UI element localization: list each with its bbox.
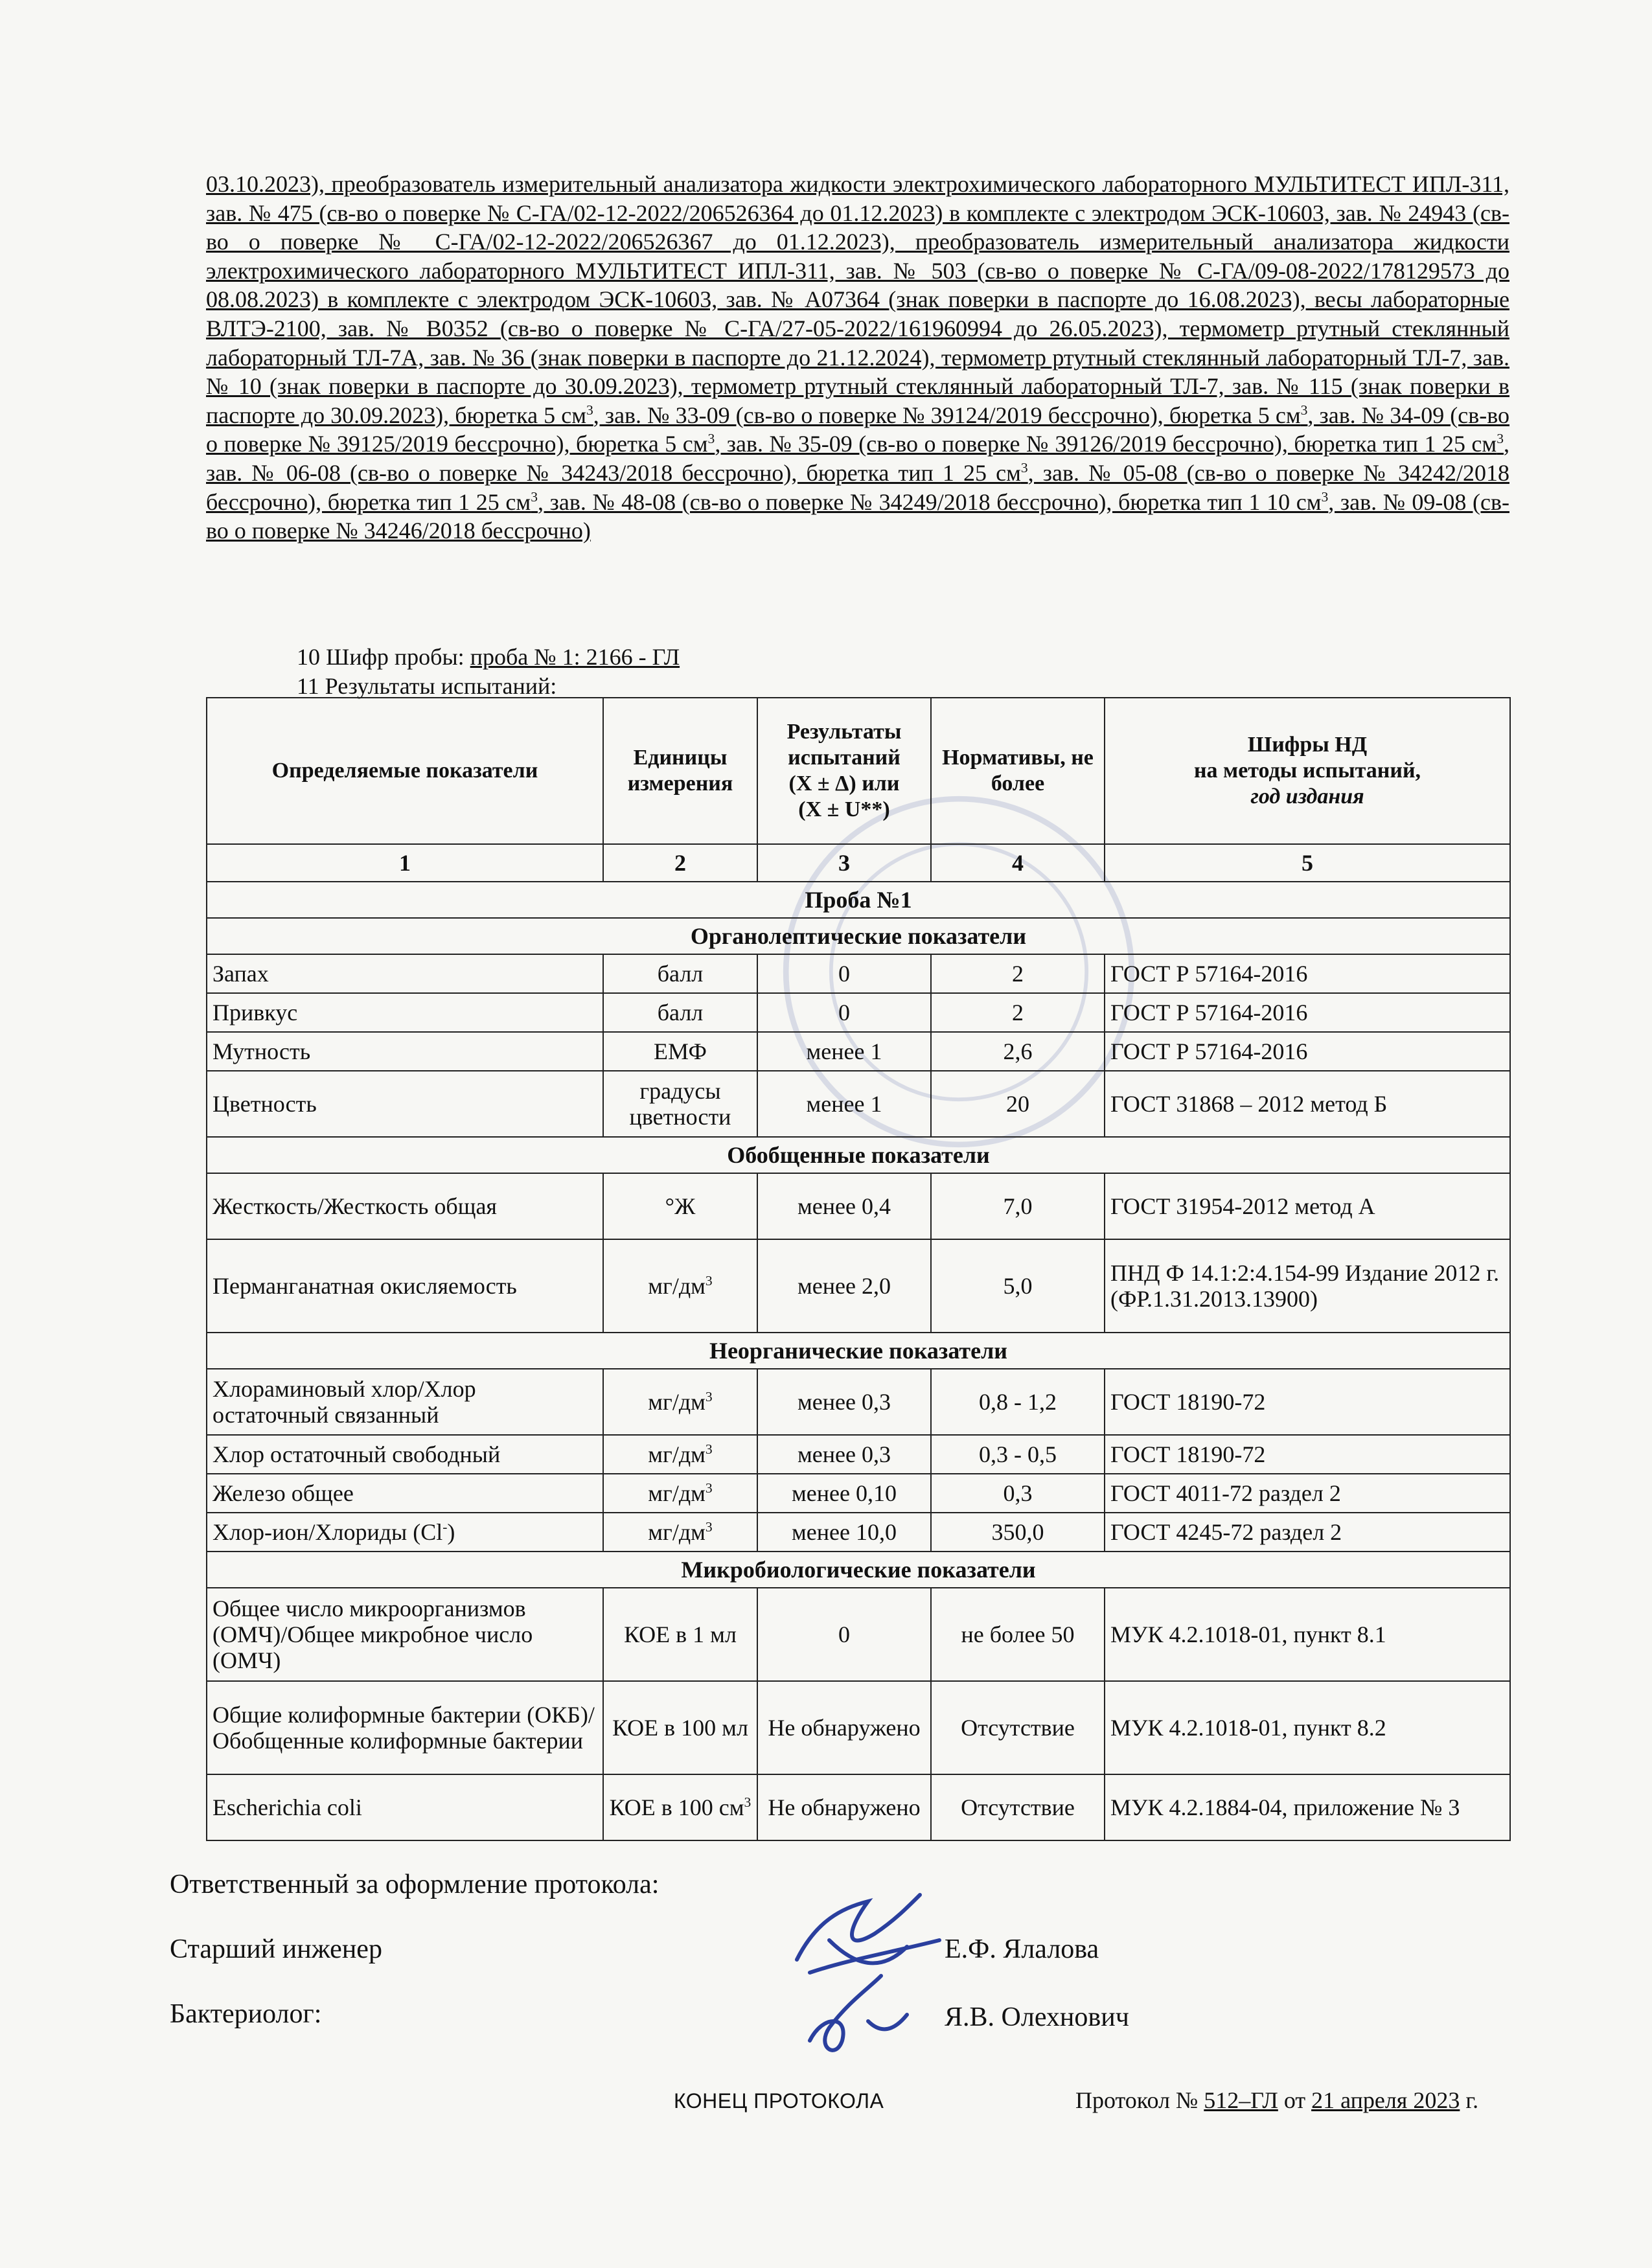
unit-cell: °Ж (603, 1173, 757, 1239)
result-cell: менее 0,3 (757, 1369, 931, 1435)
indicator-cell: Общее число микроорганизмов (ОМЧ)/Общее микробное число (ОМЧ) (207, 1588, 603, 1681)
sample-code-label: 10 Шифр пробы: (297, 644, 470, 670)
table-row (207, 1513, 1510, 1552)
result-cell: Не обнаружено (757, 1774, 931, 1840)
role-bacteriologist: Бактериолог: (170, 1999, 322, 2029)
method-cell: ГОСТ Р 57164-2016 (1105, 993, 1510, 1032)
unit-cell: $мг/дм^3$ (603, 1435, 757, 1474)
results-heading: 11 Результаты испытаний: (297, 673, 557, 699)
protocol-date: 21 апреля 2023 (1311, 2087, 1460, 2113)
header-results-line2: (Х ± Δ) или (788, 772, 900, 796)
method-cell: МУК 4.2.1018-01, пункт 8.2 (1105, 1681, 1510, 1774)
header-methods-line2: на методы испытаний, (1193, 759, 1421, 783)
indicator-cell: Общие колиформные бактерии (ОКБ)/Обобщенные колиформные бактерии (207, 1681, 603, 1774)
method-cell: ГОСТ 4245-72 раздел 2 (1105, 1513, 1510, 1552)
result-cell: менее 10,0 (757, 1513, 931, 1552)
method-cell: ГОСТ 18190-72 (1105, 1369, 1510, 1435)
header-norms: Нормативы, не более (931, 698, 1105, 844)
section-row (207, 1137, 1510, 1173)
protocol-number: 512–ГЛ (1204, 2087, 1278, 2113)
result-cell: менее 2,0 (757, 1239, 931, 1333)
end-of-protocol: КОНЕЦ ПРОТОКОЛА (674, 2089, 884, 2113)
result-cell: менее 1 (757, 1071, 931, 1137)
unit-cell: КОЕ в 100 $см^3$ (603, 1774, 757, 1840)
table-row (207, 954, 1510, 993)
norm-cell: 7,0 (931, 1173, 1105, 1239)
header-units: Единицы измерения (603, 698, 757, 844)
header-methods (1105, 698, 1510, 844)
result-cell: менее 1 (757, 1032, 931, 1071)
unit-cell: $мг/дм^3$ (603, 1369, 757, 1435)
method-cell: ГОСТ 18190-72 (1105, 1435, 1510, 1474)
table-row (207, 1681, 1510, 1774)
method-cell: ГОСТ Р 57164-2016 (1105, 1032, 1510, 1071)
protocol-mid: от (1278, 2087, 1312, 2113)
section-row (207, 1552, 1510, 1588)
table-row (207, 1173, 1510, 1239)
norm-cell: 20 (931, 1071, 1105, 1137)
unit-cell: КОЕ в 100 мл (603, 1681, 757, 1774)
result-cell: менее 0,10 (757, 1474, 931, 1513)
column-numbers-row (207, 844, 1510, 882)
sample-code-line (297, 643, 680, 670)
indicator-cell: Мутность (207, 1032, 603, 1071)
indicator-cell: Escherichia coli (207, 1774, 603, 1840)
norm-cell: 2,6 (931, 1032, 1105, 1071)
header-results (757, 698, 931, 844)
protocol-suffix: г. (1460, 2087, 1479, 2113)
unit-cell: $мг/дм^3$ (603, 1513, 757, 1552)
section-organoleptic: Органолептические показатели (207, 918, 1510, 954)
table-row (207, 1774, 1510, 1840)
norm-cell: 2 (931, 993, 1105, 1032)
protocol-reference (1075, 2087, 1478, 2114)
table-row (207, 1369, 1510, 1435)
method-cell: ГОСТ Р 57164-2016 (1105, 954, 1510, 993)
method-cell: ГОСТ 31954-2012 метод А (1105, 1173, 1510, 1239)
indicator-cell: Цветность (207, 1071, 603, 1137)
method-cell: МУК 4.2.1884-04, приложение № 3 (1105, 1774, 1510, 1840)
signature-bacteriologist-icon (771, 1969, 939, 2073)
norm-cell: не более 50 (931, 1588, 1105, 1681)
result-cell: Не обнаружено (757, 1681, 931, 1774)
result-cell: менее 0,3 (757, 1435, 931, 1474)
equipment-paragraph: 03.10.2023), преобразователь измерительный анализатора жидкости электрохимического лабораторного МУЛЬТИТЕСТ ИПЛ-311, зав. № 475 (св-во о поверке № С-ГА/02-12-2022/206526364 до 01.12.2023) в комплекте с электродом ЭСК-10603, зав. № 24943 (св-во о поверке № С-ГА/02-12-2022/206526367 до 01.12.2023), преобразователь измерительный анализатора жидкости электрохимического лабораторного МУЛЬТИТЕСТ ИПЛ-311, зав. № 503 (св-во о поверке № С-ГА/09-08-2022/178129573 до 08.08.2023) в комплекте с электродом ЭСК-10603, зав. № А07364 (знак поверки в паспорте до 16.08.2023), весы лабораторные ВЛТЭ-2100, зав. № В0352 (св-во о поверке № С-ГА/27-05-2022/161960994 до 26.05.2023), термометр ртутный стеклянный лабораторный ТЛ-7А, зав. № 36 (знак поверки в паспорте до 21.12.2024), термометр ртутный стеклянный лабораторный ТЛ-7, зав. № 10 (знак поверки в паспорте до 30.09.2023), термометр ртутный стеклянный лабораторный ТЛ-7, зав. № 115 (знак поверки в паспорте до 30.09.2023), бюретка 5 $см^3$, зав. № 33-09 (св-во о поверке № 39124/2019 бессрочно), бюретка 5 $см^3$, зав. № 34-09 (св-во о поверке № 39125/2019 бессрочно), бюретка 5 $см^3$, зав. № 35-09 (св-во о поверке № 39126/2019 бессрочно), бюретка тип 1 25 $см^3$, зав. № 06-08 (св-во о поверке № 34243/2018 бессрочно), бюретка тип 1 25 $см^3$, зав. № 05-08 (св-во о поверке № 34242/2018 бессрочно), бюретка тип 1 25 $см^3$, зав. № 48-08 (св-во о поверке № 34249/2018 бессрочно), бюретка тип 1 10 $см^3$, зав. № 09-08 (св-во о поверке № 34246/2018 бессрочно) (206, 171, 1509, 544)
result-cell: 0 (757, 954, 931, 993)
sample-title: Проба №1 (207, 882, 1510, 918)
norm-cell: Отсутствие (931, 1681, 1105, 1774)
name-engineer: Е.Ф. Ялалова (945, 1934, 1099, 1964)
result-cell: менее 0,4 (757, 1173, 931, 1239)
table-row (207, 1032, 1510, 1071)
sample-title-row (207, 882, 1510, 918)
indicator-cell: Хлораминовый хлор/Хлор остаточный связанный (207, 1369, 603, 1435)
method-cell: ГОСТ 4011-72 раздел 2 (1105, 1474, 1510, 1513)
col-number: 1 (207, 844, 603, 882)
method-cell: ПНД Ф 14.1:2:4.154-99 Издание 2012 г. (ФР.1.31.2013.13900) (1105, 1239, 1510, 1333)
indicator-cell: Жесткость/Жесткость общая (207, 1173, 603, 1239)
unit-cell: ЕМФ (603, 1032, 757, 1071)
indicator-cell: Железо общее (207, 1474, 603, 1513)
protocol-prefix: Протокол № (1075, 2087, 1204, 2113)
results-table (206, 697, 1511, 1841)
table-row (207, 993, 1510, 1032)
indicator-cell: Перманганатная окисляемость (207, 1239, 603, 1333)
norm-cell: 2 (931, 954, 1105, 993)
section-general: Обобщенные показатели (207, 1137, 1510, 1173)
section-row (207, 1333, 1510, 1369)
norm-cell: 0,8 - 1,2 (931, 1369, 1105, 1435)
header-methods-line1: Шифры НД (1247, 733, 1368, 757)
col-number: 4 (931, 844, 1105, 882)
result-cell: 0 (757, 993, 931, 1032)
norm-cell: Отсутствие (931, 1774, 1105, 1840)
sample-code-value: проба № 1: 2166 - ГЛ (470, 644, 680, 670)
header-indicators: Определяемые показатели (207, 698, 603, 844)
section-micro: Микробиологические показатели (207, 1552, 1510, 1588)
unit-cell: градусы цветности (603, 1071, 757, 1137)
header-results-line1: Результаты испытаний (786, 720, 902, 770)
unit-cell: $мг/дм^3$ (603, 1239, 757, 1333)
section-row (207, 918, 1510, 954)
responsible-label: Ответственный за оформление протокола: (170, 1870, 660, 1899)
header-methods-line3: год издания (1250, 785, 1364, 808)
unit-cell: балл (603, 993, 757, 1032)
method-cell: ГОСТ 31868 – 2012 метод Б (1105, 1071, 1510, 1137)
col-number: 5 (1105, 844, 1510, 882)
unit-cell: балл (603, 954, 757, 993)
indicator-cell: Привкус (207, 993, 603, 1032)
table-row (207, 1239, 1510, 1333)
table-row (207, 1588, 1510, 1681)
header-results-line3: (Х ± U**) (798, 797, 890, 821)
section-inorganic: Неорганические показатели (207, 1333, 1510, 1369)
method-cell: МУК 4.2.1018-01, пункт 8.1 (1105, 1588, 1510, 1681)
result-cell: 0 (757, 1588, 931, 1681)
norm-cell: 350,0 (931, 1513, 1105, 1552)
col-number: 3 (757, 844, 931, 882)
indicator-cell: Хлор остаточный свободный (207, 1435, 603, 1474)
table-row (207, 1435, 1510, 1474)
norm-cell: 0,3 (931, 1474, 1105, 1513)
name-bacteriologist: Я.В. Олехнович (945, 2002, 1129, 2032)
table-row (207, 1474, 1510, 1513)
table-header-row (207, 698, 1510, 844)
indicator-cell: Запах (207, 954, 603, 993)
unit-cell: КОЕ в 1 мл (603, 1588, 757, 1681)
norm-cell: 5,0 (931, 1239, 1105, 1333)
signature-engineer-icon (771, 1882, 965, 1992)
indicator-cell: Хлор-ион/Хлориды (Cl-) (207, 1513, 603, 1552)
role-engineer: Старший инженер (170, 1934, 382, 1964)
table-row (207, 1071, 1510, 1137)
col-number: 2 (603, 844, 757, 882)
unit-cell: $мг/дм^3$ (603, 1474, 757, 1513)
norm-cell: 0,3 - 0,5 (931, 1435, 1105, 1474)
